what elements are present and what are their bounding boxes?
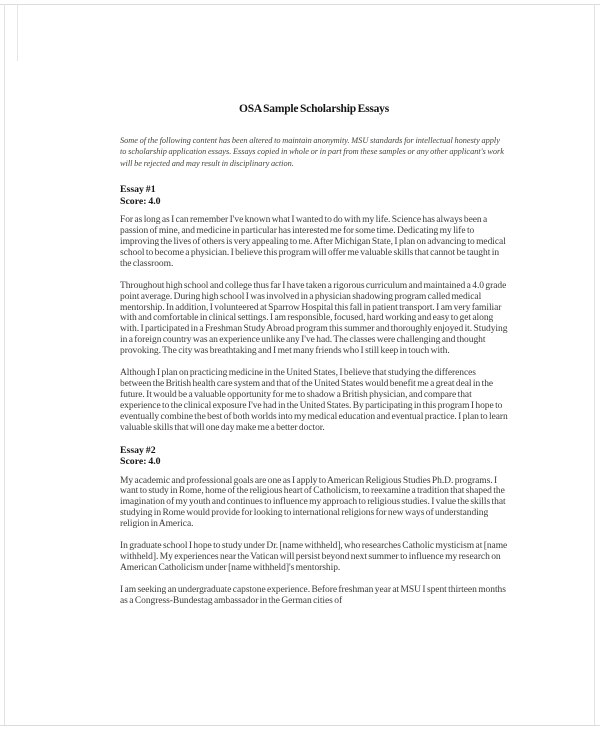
essay-1-header <box>120 184 508 207</box>
disclaimer-text: Some of the following content has been altered to maintain anonymity. MSU standards for intellectual honesty apply to scholarship application essays. Essays copied in whole or in part from these samples or any other applicant's work will be rejected and may result in disciplinary action. <box>120 136 504 168</box>
essay-2-heading: Essay #2 <box>120 444 156 456</box>
essay-section-2 <box>120 445 508 607</box>
essay-1-paragraph-2: Throughout high school and college thus far I have taken a rigorous curriculum and maintained a 4.0 grade point average. During high school I was involved in a physician shadowing program called medical mentorship. In addition, I volunteered at Sparrow Hospital this fall in patient transport. I am very familiar with and comfortable in clinical settings. I am responsible, focused, hard working and easy to get along with. I participated in a Freshman Study Abroad program this summer and thoroughly enjoyed it. Studying in a foreign country was an experience unlike any I've had. The classes were challenging and thought provoking. The city was breathtaking and I met many friends who I still keep in touch with. <box>120 280 508 357</box>
essay-2-paragraph-2: In graduate school I hope to study under Dr. [name withheld], who researches Catholic mysticism at [name withheld]. My experiences near the Vatican will persist beyond next summer to influence my research on American Catholicism under [name withheld]'s mentorship. <box>120 541 508 573</box>
essay-2-header <box>120 445 508 468</box>
essay-1-score: Score: 4.0 <box>120 195 161 207</box>
essay-2-paragraph-1: My academic and professional goals are one as I apply to American Religious Studies Ph.D. programs. I want to study in Rome, home of the religious heart of Catholicism, to reexamine a tradition that shaped the imagination of my youth and continues to influence my approach to religious studies. I value the skills that studying in Rome would provide for looking to international religions for new ways of understanding religion in America. <box>120 475 506 530</box>
page-title: OSA Sample Scholarship Essays <box>238 103 389 115</box>
essay-2-paragraph-3: I am seeking an undergraduate capstone experience. Before freshman year at MSU I spent thirteen months as a Congress-Bundestag ambassador in the German cities of <box>120 584 506 606</box>
essay-1-paragraph-3: Although I plan on practicing medicine in the United States, I believe that studying the differences between the British health care system and that of the United States would benefit me a great deal in the future. It would be a valuable opportunity for me to shadow a British physician, and compare that experience to the clinical exposure I've had in the United States. By participating in this program I hope to eventually combine the best of both worlds into my medical education and eventual practice. I plan to learn valuable skills that will one day make me a better doctor. <box>120 368 508 433</box>
essay-1-paragraph-1: For as long as I can remember I've known what I wanted to do with my life. Science has always been a passion of mine, and medicine in particular has interested me for some time. Dedicating my life to improving the lives of others is very appealing to me. After Michigan State, I plan on advancing to medical school to become a physician. I believe this program will offer me valuable skills that cannot be taught in the classroom. <box>120 215 506 269</box>
essay-section-1 <box>120 184 508 433</box>
essay-2-score: Score: 4.0 <box>120 456 161 468</box>
essay-1-heading: Essay #1 <box>120 184 156 196</box>
page-border-bottom <box>0 725 600 726</box>
